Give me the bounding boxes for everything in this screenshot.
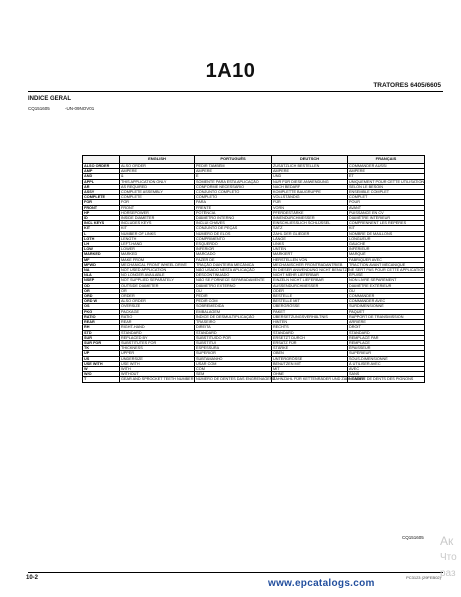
cell-francais: AVEC bbox=[348, 366, 425, 371]
cell-deutsch: OBEN bbox=[272, 351, 348, 356]
cell-deutsch: AUSSENDURCHMESSER bbox=[272, 283, 348, 288]
cell-deutsch: OHNE bbox=[272, 372, 348, 377]
cell-portugues: COMPLETO bbox=[195, 195, 272, 200]
cell-deutsch: VOLLSTÄNDIG bbox=[272, 195, 348, 200]
footer-divider bbox=[28, 572, 443, 573]
cell-abbr: STD bbox=[83, 330, 120, 335]
cell-francais: RAPPORT DE TRANSMISSION bbox=[348, 314, 425, 319]
cell-portugues: NÚMERO DE ELOS bbox=[195, 231, 272, 236]
cell-portugues: DIREITA bbox=[195, 325, 272, 330]
cell-francais: SOUS-DIMENSIONNÉ bbox=[348, 356, 425, 361]
cell-abbr: ASSY bbox=[83, 190, 120, 195]
cell-abbr: W/O bbox=[83, 372, 120, 377]
cell-abbr: FRONT bbox=[83, 205, 120, 210]
cell-portugues: NÃO SE FORNECE SEPARADAMENTE bbox=[195, 278, 272, 283]
table-body bbox=[83, 164, 425, 383]
cell-francais: COMMANDER AVEC bbox=[348, 299, 425, 304]
cell-english: NOT SUPPLIED SEPARATELY bbox=[120, 278, 195, 283]
cell-english: RIGHT-HAND bbox=[120, 325, 195, 330]
cell-francais: MARQUÉ bbox=[348, 252, 425, 257]
cell-francais: NOMBRE DE DENTS DES PIGNONS bbox=[348, 377, 425, 382]
cell-english: ALSO ORDER bbox=[120, 299, 195, 304]
cell-francais: NE SERT PAS POUR CETTE APPLICATION bbox=[349, 268, 425, 273]
cell-deutsch: ZAHNZAHL FÜR KETTENRÄDER UND ZAHNRÄDER bbox=[273, 377, 366, 382]
cell-english: OUTSIDE DIAMETER bbox=[120, 283, 195, 288]
cell-portugues: PEDIR COM bbox=[195, 299, 272, 304]
cell-abbr: L bbox=[83, 231, 120, 236]
cell-deutsch: EINSCHLIESSLICH SCHLÜSSEL bbox=[272, 221, 348, 226]
cell-portugues: FRENTE bbox=[195, 205, 272, 210]
cell-english: AS REQUIRED bbox=[120, 184, 195, 189]
cell-francais: COMPRENNENT LES REPÈRES bbox=[348, 221, 425, 226]
cell-deutsch: EINZELN NICHT LIEFERBAR bbox=[272, 278, 348, 283]
cell-abbr: RATIO bbox=[83, 314, 120, 319]
cell-francais: À UTILISER AVEC bbox=[348, 361, 425, 366]
cell-abbr: ORD bbox=[83, 294, 120, 299]
cell-portugues: ESQUERDO bbox=[195, 242, 272, 247]
cell-francais: DROIT bbox=[348, 325, 425, 330]
cell-abbr: OD bbox=[83, 283, 120, 288]
cell-deutsch: LINKS bbox=[272, 242, 348, 247]
cell-deutsch: INNENDURCHMESSER bbox=[272, 216, 348, 221]
cell-abbr: HP bbox=[83, 210, 120, 215]
cell-english: COMPLETE ASSEMBLY bbox=[120, 190, 195, 195]
cell-english: UPPER bbox=[120, 351, 195, 356]
cell-english: ORDER bbox=[120, 294, 195, 299]
cell-francais: COMMANDER AUSSI bbox=[348, 164, 425, 169]
table-row bbox=[83, 262, 425, 267]
cell-abbr: FOR bbox=[83, 200, 120, 205]
cell-abbr: NLA bbox=[83, 273, 120, 278]
cell-english: KIT bbox=[120, 226, 195, 231]
cell-english: ALSO ORDER bbox=[120, 164, 195, 169]
series-label: TRATORES 6405/6605 bbox=[373, 82, 441, 89]
cell-portugues: FAZER DE bbox=[195, 257, 272, 262]
cell-portugues: DIÂMETRO INTERNO bbox=[195, 216, 272, 221]
cell-english: INSIDE DIAMETER bbox=[120, 216, 195, 221]
cell-deutsch: STANDARD bbox=[272, 330, 348, 335]
cell-portugues: ESPESSURA bbox=[195, 346, 272, 351]
cell-abbr: OS bbox=[83, 304, 120, 309]
cell-deutsch: BESTELLE bbox=[272, 294, 348, 299]
cell-portugues: PARA bbox=[195, 200, 272, 205]
cell-english: LEFT-HAND bbox=[120, 242, 195, 247]
cell-english: AMPERE bbox=[120, 169, 195, 174]
cell-abbr: RH bbox=[83, 325, 120, 330]
overlay-text-line: раз bbox=[440, 568, 456, 579]
cell-francais: PUISSANCE EN CV bbox=[348, 210, 425, 215]
cell-english: LENGTH bbox=[120, 236, 195, 241]
cell-abbr: MF bbox=[83, 257, 120, 262]
cell-deutsch: PAKET bbox=[272, 309, 348, 314]
cell-francais: SURDIMENSIONNÉ bbox=[348, 304, 425, 309]
cell-english: OVERSIZE bbox=[120, 304, 195, 309]
cell-english: USE WITH bbox=[120, 361, 195, 366]
cell-deutsch: SATZ bbox=[272, 226, 348, 231]
figure-code: CQ151605 bbox=[402, 535, 424, 540]
page-number: 10-2 bbox=[26, 575, 39, 581]
cell-deutsch: MARKIERT bbox=[272, 252, 348, 257]
cell-abbr: MFWD bbox=[83, 262, 120, 267]
cell-deutsch: ÜBERSETZUNGSVERHÄLTNIS bbox=[272, 314, 348, 319]
cell-english: PACKAGE bbox=[120, 309, 195, 314]
cell-english: STANDARD bbox=[120, 330, 195, 335]
cell-abbr: USE WITH bbox=[83, 361, 120, 366]
cell-deutsch: RECHTS bbox=[272, 325, 348, 330]
cell-francais: SANS bbox=[348, 372, 425, 377]
header-divider bbox=[28, 91, 443, 92]
cell-francais: COMMANDER bbox=[348, 294, 425, 299]
cell-deutsch: ZUSÄTZLICH BESTELLEN bbox=[272, 164, 348, 169]
cell-portugues: CONJUNTO DE PEÇAS bbox=[195, 226, 272, 231]
table-header-row bbox=[83, 156, 425, 164]
cell-abbr: APPL bbox=[83, 179, 120, 184]
cell-english: WITHOUT bbox=[120, 372, 195, 377]
abbreviation-table bbox=[82, 155, 425, 383]
cell-francais: UNIQUEMENT POUR CETTE UTILISATION bbox=[349, 179, 425, 184]
cell-deutsch: BENUTZEN MIT bbox=[272, 361, 348, 366]
cell-portugues: MARCADO bbox=[195, 252, 272, 257]
cell-portugues: DIÂMETRO EXTERNO bbox=[195, 283, 272, 288]
cell-abbr: SUR FOR bbox=[83, 340, 120, 345]
doc-reference bbox=[28, 106, 108, 111]
cell-abbr: T bbox=[83, 377, 120, 382]
cell-english: GEAR AND SPROCKET TEETH NUMBER bbox=[121, 377, 194, 382]
cell-abbr: LH bbox=[83, 242, 120, 247]
table-row bbox=[83, 278, 425, 283]
cell-francais: STANDARD bbox=[348, 330, 425, 335]
cell-deutsch: NUR FÜR DIESE ANWENDUNG bbox=[272, 179, 348, 184]
cell-deutsch: MECHANISCHER FRONTRADANTRIEB bbox=[272, 262, 348, 267]
cell-english: THICKNESS bbox=[120, 346, 195, 351]
cell-deutsch: UNTERGRÖSSE bbox=[272, 356, 348, 361]
cell-deutsch: LÄNGE bbox=[272, 236, 348, 241]
cell-francais: ÉPUISÉ bbox=[348, 273, 425, 278]
cell-english: MECHANICAL FRONT WHEEL DRIVE bbox=[120, 262, 195, 267]
cell-english: & bbox=[120, 174, 195, 179]
cell-francais: PAQUET bbox=[348, 309, 425, 314]
cell-deutsch: ERSATZ FÜR bbox=[272, 340, 348, 345]
cell-deutsch: IN DIESER ANWENDUNG NICHT BENUTZT bbox=[273, 268, 350, 273]
cell-portugues: SUBSTITUI bbox=[195, 340, 272, 345]
cell-abbr: AMP bbox=[83, 169, 120, 174]
cell-english: NOT USED APPLICATION bbox=[120, 268, 195, 273]
cell-portugues: EMBALAGEM bbox=[195, 309, 272, 314]
cell-francais: AVANT bbox=[348, 205, 425, 210]
cell-francais: NOMBRE DE MAILLONS bbox=[348, 231, 425, 236]
cell-deutsch: FÜR bbox=[272, 200, 348, 205]
table-row bbox=[83, 268, 425, 273]
cell-francais: REMPLACÉ PAR bbox=[348, 335, 425, 340]
cell-portugues: POTÊNCIA bbox=[195, 210, 272, 215]
cell-portugues: SUPERIOR bbox=[195, 351, 272, 356]
cell-francais: ARRIÈRE bbox=[348, 320, 425, 325]
cell-abbr: NA bbox=[83, 268, 120, 273]
cell-francais: POUR bbox=[348, 200, 425, 205]
cell-abbr: W bbox=[83, 366, 120, 371]
cell-francais: INFÉRIEUR bbox=[348, 247, 425, 252]
cell-francais: DIAMÈTRE EXTÉRIEUR bbox=[348, 283, 425, 288]
cell-english: FRONT bbox=[120, 205, 195, 210]
cell-portugues: INCLUI CHAVES bbox=[195, 221, 272, 226]
cell-abbr: OR bbox=[83, 288, 120, 293]
cell-abbr: COMPLETE bbox=[83, 195, 120, 200]
overlay-text-line: Что bbox=[440, 552, 457, 563]
cell-english: THIS APPLICATION ONLY bbox=[120, 179, 195, 184]
cell-english: REAR bbox=[120, 320, 195, 325]
cell-portugues: NÚMERO DE DENTES DAS ENGRENAGENS bbox=[196, 377, 276, 382]
cell-english: FOR bbox=[120, 200, 195, 205]
cell-portugues: E bbox=[195, 174, 272, 179]
cell-english: LOWER bbox=[120, 247, 195, 252]
cell-english: INCLUDES KEYS bbox=[120, 221, 195, 226]
cell-francais: SUPÉRIEUR bbox=[348, 351, 425, 356]
cell-english: UNDERSIZE bbox=[120, 356, 195, 361]
cell-deutsch: MIT bbox=[272, 366, 348, 371]
column-header-english: ENGLISH bbox=[120, 156, 195, 164]
doc-date: -UN-09NOV01 bbox=[65, 106, 95, 111]
doc-code: CQ151605 bbox=[28, 106, 50, 111]
cell-abbr: AND bbox=[83, 174, 120, 179]
cell-portugues: NÃO USADO NESTA APLICAÇÃO bbox=[195, 268, 272, 273]
cell-portugues: SEM bbox=[195, 372, 272, 377]
page-reference: PC3123 (29FEB02) bbox=[406, 575, 441, 580]
cell-abbr: KIT bbox=[83, 226, 120, 231]
cell-francais: OU bbox=[348, 288, 425, 293]
cell-francais: TRACTION AVANT MÉCANIQUE bbox=[348, 262, 425, 267]
cell-portugues: CONJUNTO COMPLETO bbox=[195, 190, 272, 195]
cell-deutsch: HINTEN bbox=[272, 320, 348, 325]
cell-english: NUMBER OF LINKS bbox=[120, 231, 195, 236]
cell-abbr: LGTH bbox=[83, 236, 120, 241]
cell-deutsch: KOMPLETTE BAUGRUPPE bbox=[272, 190, 348, 195]
cell-deutsch: STÄRKE bbox=[272, 346, 348, 351]
cell-english: SUBSTITUTES FOR bbox=[120, 340, 195, 345]
cell-portugues: ÍNDICE DE DESMULTIPLICAÇÃO bbox=[195, 314, 272, 319]
column-header-francais: FRANÇAIS bbox=[348, 156, 425, 164]
cell-abbr: ORD W bbox=[83, 299, 120, 304]
cell-deutsch: ÜBERGRÖSSE bbox=[272, 304, 348, 309]
cell-english: WITH bbox=[120, 366, 195, 371]
cell-portugues: PEDIR TAMBÉM bbox=[195, 164, 272, 169]
cell-portugues: CONFORME NECESSÁRIO bbox=[195, 184, 272, 189]
cell-portugues: COM bbox=[195, 366, 272, 371]
cell-portugues: STANDARD bbox=[195, 330, 272, 335]
cell-francais: GAUCHE bbox=[348, 242, 425, 247]
cell-francais: ÉPAISSEUR bbox=[348, 346, 425, 351]
cell-abbr: INCL KEYS bbox=[83, 221, 120, 226]
cell-portugues: OU bbox=[195, 288, 272, 293]
cell-francais: DIAMÈTRE INTÉRIEUR bbox=[348, 216, 425, 221]
cell-deutsch: ERSETZT DURCH bbox=[272, 335, 348, 340]
cell-english: REPLACED BY bbox=[120, 335, 195, 340]
cell-deutsch: AMPERE bbox=[272, 169, 348, 174]
cell-portugues: SUBTAMANHO bbox=[195, 356, 272, 361]
cell-francais: SELON LE BESOIN bbox=[348, 184, 425, 189]
cell-deutsch: ODER bbox=[272, 288, 348, 293]
cell-francais: NON LIVRÉ SÉPARÉMENT bbox=[348, 278, 425, 283]
cell-abbr: US bbox=[83, 356, 120, 361]
table-row bbox=[83, 377, 425, 382]
cell-english: RATIO bbox=[120, 314, 195, 319]
cell-deutsch: NICHT MEHR LIEFERBAR bbox=[272, 273, 348, 278]
cell-deutsch: PFERDESTÄRKE bbox=[272, 210, 348, 215]
cell-francais: ET bbox=[348, 174, 425, 179]
cell-abbr: PKG bbox=[83, 309, 120, 314]
cell-portugues: SOMENTE PARA ESTA APLICAÇÃO bbox=[195, 179, 272, 184]
cell-portugues: AMPERE bbox=[195, 169, 272, 174]
cell-abbr: TK bbox=[83, 346, 120, 351]
cell-abbr: MARKED bbox=[83, 252, 120, 257]
cell-deutsch: UNTEN bbox=[272, 247, 348, 252]
column-header-abbr bbox=[83, 156, 120, 164]
cell-francais: LONGUEUR bbox=[348, 236, 425, 241]
cell-deutsch: BESTELLE MIT bbox=[272, 299, 348, 304]
cell-abbr: ALSO ORDER bbox=[83, 164, 120, 169]
cell-abbr: NSEP bbox=[83, 278, 120, 283]
cell-portugues: TRAÇÃO DIANTEIRA MECÂNICA bbox=[195, 262, 272, 267]
table-row bbox=[83, 179, 425, 184]
cell-francais: AMPERE bbox=[348, 169, 425, 174]
cell-english: NO LONGER AVAILABLE bbox=[120, 273, 195, 278]
cell-francais: REMPLACE bbox=[348, 340, 425, 345]
cell-english: MAKE FROM bbox=[120, 257, 195, 262]
cell-portugues: DESCONTINUADO bbox=[195, 273, 272, 278]
cell-portugues: SUBSTITUÍDO POR bbox=[195, 335, 272, 340]
cell-english: HORSEPOWER bbox=[120, 210, 195, 215]
cell-abbr: SUR bbox=[83, 335, 120, 340]
column-header-deutsch: DEUTSCH bbox=[272, 156, 348, 164]
cell-deutsch: NACH BEDARF bbox=[272, 184, 348, 189]
cell-deutsch: ZAHL DER GLIEDER bbox=[272, 231, 348, 236]
page-title: 1A10 bbox=[205, 60, 256, 82]
cell-abbr: AR bbox=[83, 184, 120, 189]
cell-abbr: UP bbox=[83, 351, 120, 356]
cell-francais: KIT bbox=[348, 226, 425, 231]
cell-francais: ENSEMBLE COMPLET bbox=[348, 190, 425, 195]
cell-portugues: COMPRIMENTO bbox=[195, 236, 272, 241]
watermark-link[interactable]: www.epcatalogs.com bbox=[268, 578, 375, 589]
cell-portugues: TRASEIRO bbox=[195, 320, 272, 325]
cell-portugues: USAR COM bbox=[195, 361, 272, 366]
cell-portugues: SOBREMEDIDA bbox=[195, 304, 272, 309]
cell-english: COMPLETE bbox=[120, 195, 195, 200]
cell-deutsch: VORN bbox=[272, 205, 348, 210]
section-title: INDICE GERAL bbox=[28, 96, 72, 102]
cell-abbr: ID bbox=[83, 216, 120, 221]
column-header-portugues: PORTUGUÊS bbox=[195, 156, 272, 164]
cell-deutsch: HERSTELLEN VON bbox=[272, 257, 348, 262]
cell-portugues: INFERIOR bbox=[195, 247, 272, 252]
cell-deutsch: UND bbox=[272, 174, 348, 179]
cell-english: MARKED bbox=[120, 252, 195, 257]
cell-portugues: PEDIR bbox=[195, 294, 272, 299]
cell-abbr: REAR bbox=[83, 320, 120, 325]
cell-english: OR bbox=[120, 288, 195, 293]
cell-abbr: LOW bbox=[83, 247, 120, 252]
cell-francais: FABRIQUER AVEC bbox=[348, 257, 425, 262]
cell-francais: COMPLET bbox=[348, 195, 425, 200]
overlay-text-line: Ак bbox=[440, 534, 454, 548]
